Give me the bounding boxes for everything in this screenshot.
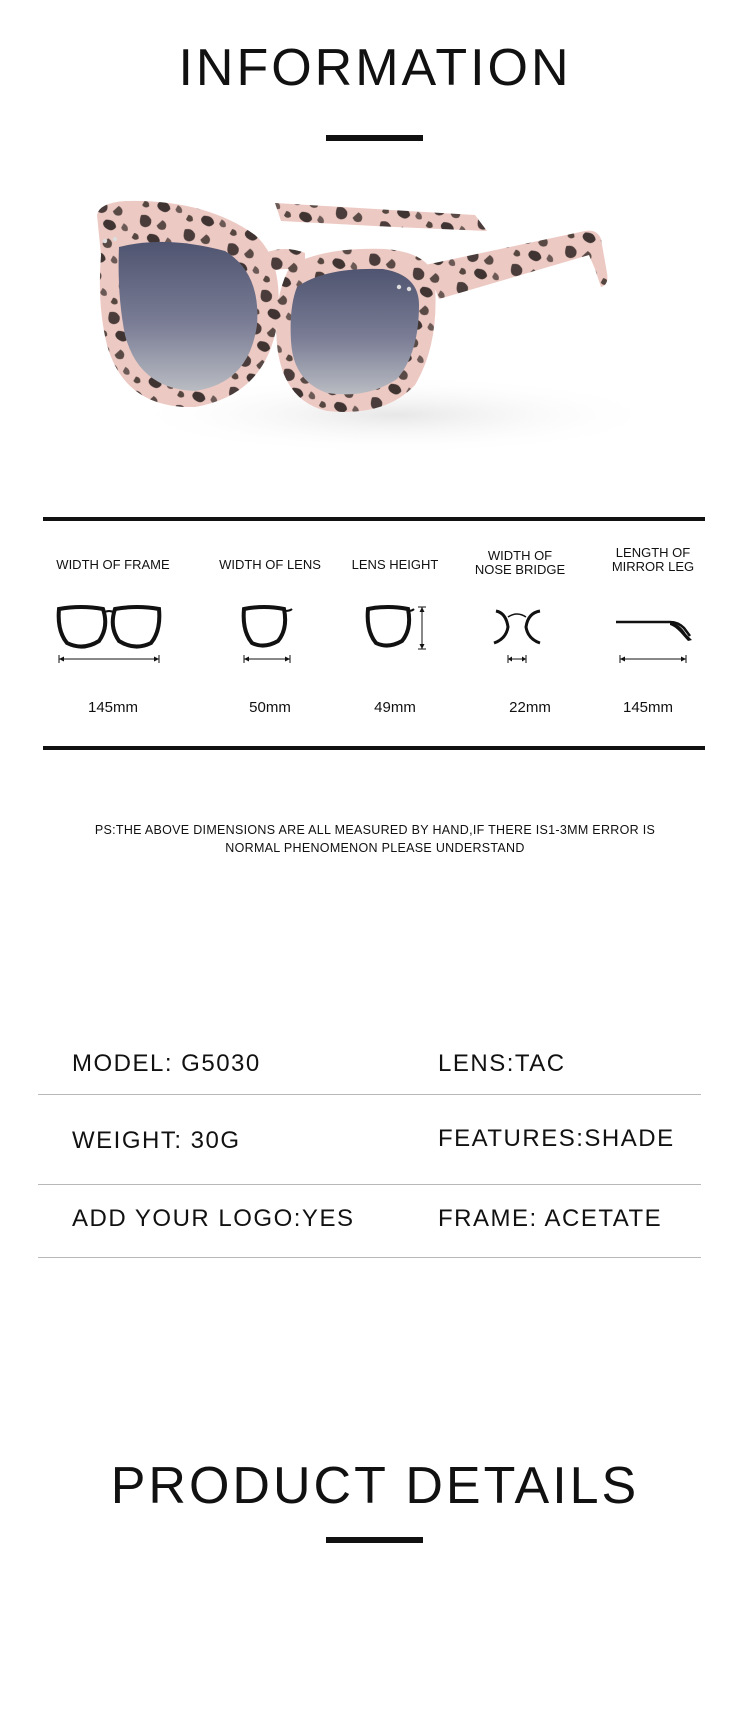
spec-weight: WEIGHT: 30G: [72, 1127, 241, 1154]
information-title: INFORMATION: [178, 39, 572, 97]
spec-lens: LENS:TAC: [438, 1050, 566, 1077]
dimension-label-line: LENGTH OF: [615, 545, 691, 560]
dimension-label-mirror-leg: [583, 546, 723, 574]
dimension-label-nose-bridge: [450, 549, 590, 577]
information-title-underline: [326, 135, 423, 141]
measurement-note-line-1: PS:THE ABOVE DIMENSIONS ARE ALL MEASURED BY HAND,IF THERE IS1-3MM ERROR IS: [94, 823, 656, 837]
dimension-value-mirror-leg: 145mm: [622, 699, 674, 716]
dimensions-bottom-rule: [43, 746, 705, 750]
dimension-label-lens-height: [325, 558, 465, 572]
dimension-value-lens-width: 50mm: [249, 699, 291, 716]
sunglasses-product-image: [95, 195, 695, 470]
lens-height-icon: [364, 605, 430, 657]
dimension-label-line: WIDTH OF: [487, 548, 553, 563]
spec-frame: FRAME: ACETATE: [438, 1205, 663, 1232]
spec-divider: [38, 1184, 701, 1185]
spec-model: MODEL: G5030: [72, 1050, 261, 1077]
dimension-label-line: LENS HEIGHT: [351, 557, 439, 572]
spec-features: FEATURES:SHADE: [438, 1125, 675, 1152]
nose-bridge-icon: [490, 605, 550, 665]
dimension-label-lens-width: [200, 558, 340, 572]
dimension-label-frame-width: [43, 558, 183, 572]
spec-divider: [38, 1257, 701, 1258]
measurement-note-line-2: NORMAL PHENOMENON PLEASE UNDERSTAND: [225, 841, 525, 855]
dimension-label-line: WIDTH OF LENS: [219, 557, 321, 572]
dimensions-top-rule: [43, 517, 705, 521]
lens-width-icon: [238, 605, 298, 665]
frame-width-icon: [55, 605, 165, 665]
spec-divider: [38, 1094, 701, 1095]
mirror-leg-icon: [614, 610, 694, 665]
dimension-value-frame-width: 145mm: [87, 699, 139, 716]
product-details-title: PRODUCT DETAILS: [110, 1457, 640, 1515]
dimension-label-line: NOSE BRIDGE: [474, 562, 566, 577]
product-details-title-underline: [326, 1537, 423, 1543]
dimension-label-line: MIRROR LEG: [611, 559, 695, 574]
spec-logo: ADD YOUR LOGO:YES: [72, 1205, 355, 1232]
measurement-note: [60, 821, 690, 857]
dimension-label-line: WIDTH OF FRAME: [56, 557, 170, 572]
dimension-value-lens-height: 49mm: [374, 699, 416, 716]
dimension-value-nose-bridge: 22mm: [509, 699, 551, 716]
